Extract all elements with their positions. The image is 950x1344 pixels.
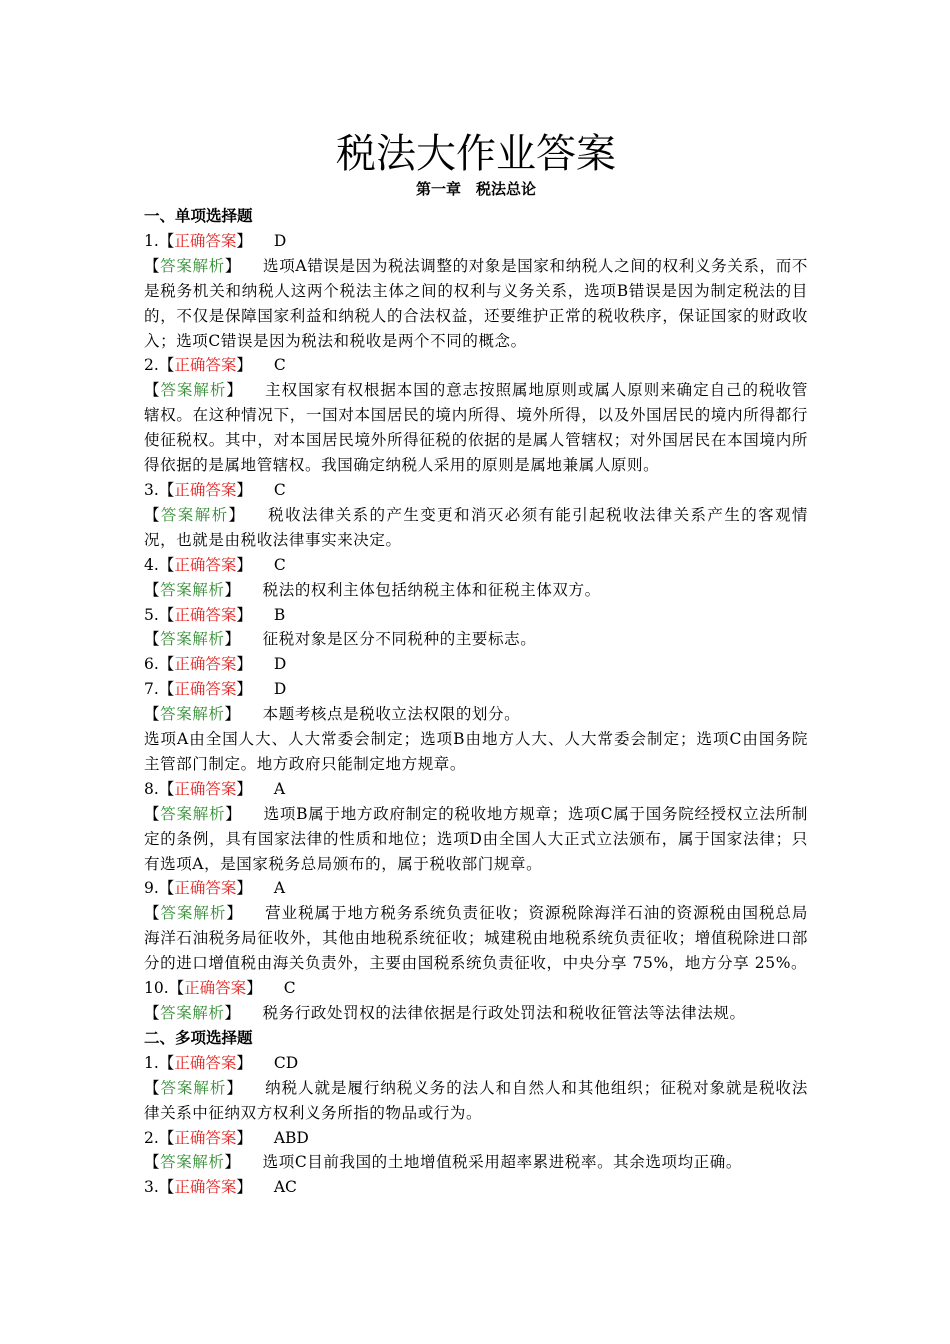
analysis-paragraph — [144, 627, 808, 652]
bracket-open: 【 — [168, 979, 185, 998]
bracket-close: 】 — [224, 580, 241, 599]
answer-value: C — [273, 555, 286, 574]
answer-line — [144, 229, 808, 254]
bracket-close: 】 — [236, 680, 252, 699]
answer-value: AC — [273, 1178, 297, 1197]
bracket-open: 【 — [144, 804, 161, 823]
question-number: 6. — [144, 655, 159, 674]
bracket-close: 】 — [236, 356, 252, 375]
analysis-label: 答案解析 — [160, 804, 226, 823]
analysis-text: 选项C目前我国的土地增值税采用超率累进税率。其余选项均正确。 — [262, 1153, 742, 1172]
bracket-close: 】 — [236, 231, 252, 250]
bracket-close: 】 — [236, 879, 252, 898]
analysis-paragraph — [144, 503, 808, 553]
question-number: 3. — [144, 480, 159, 499]
bracket-close: 】 — [226, 1078, 243, 1097]
analysis-extra-paragraph: 选项A由全国人大、人大常委会制定；选项B由地方人大、人大常委会制定；选项C由国务院主管部门制定。地方政府只能制定地方规章。 — [144, 730, 808, 773]
bracket-close: 】 — [236, 1178, 252, 1197]
bracket-open: 【 — [158, 231, 175, 250]
question-number: 10. — [144, 979, 169, 998]
bracket-close: 】 — [226, 381, 243, 400]
bracket-open: 【 — [144, 705, 161, 724]
bracket-open: 【 — [158, 480, 175, 499]
answer-content — [144, 204, 808, 1200]
answer-label: 正确答案 — [174, 655, 237, 674]
analysis-text: 营业税属于地方税务系统负责征收；资源税除海洋石油的资源税由国税总局海洋石油税务局征收外，其他由地税系统征收；城建税由地税系统负责征收；增值税除进口部分的进口增值税由海关负责外，主要由国税系统负责征收，中央分享 75%，地方分享 25%。 — [144, 904, 808, 973]
analysis-label: 答案解析 — [160, 580, 225, 599]
bracket-open: 【 — [158, 655, 175, 674]
question-number: 8. — [144, 779, 159, 798]
answer-line — [144, 603, 808, 628]
answer-line — [144, 976, 808, 1001]
bracket-open: 【 — [144, 630, 161, 649]
analysis-paragraph — [144, 254, 808, 354]
bracket-close: 】 — [226, 904, 243, 923]
analysis-label: 答案解析 — [160, 1004, 225, 1022]
answer-label: 正确答案 — [174, 1128, 237, 1147]
question-number: 7. — [144, 680, 159, 699]
question-number: 2. — [144, 1128, 159, 1147]
bracket-open: 【 — [144, 1004, 161, 1022]
analysis-paragraph — [144, 802, 808, 877]
analysis-label: 答案解析 — [160, 1153, 225, 1172]
bracket-open: 【 — [158, 555, 175, 574]
bracket-open: 【 — [144, 381, 161, 400]
bracket-open: 【 — [158, 356, 175, 375]
question-number: 4. — [144, 555, 159, 574]
answer-value: C — [273, 480, 286, 499]
analysis-text: 税收法律关系的产生变更和消灭必须有能引起税收法律关系产生的客观情况，也就是由税收法律事实来决定。 — [144, 505, 809, 549]
question-number: 1. — [144, 231, 159, 250]
analysis-paragraph — [144, 1001, 808, 1026]
analysis-text: 税法的权利主体包括纳税主体和征税主体双方。 — [262, 580, 601, 599]
analysis-text: 选项B属于地方政府制定的税收地方规章；选项C属于国务院经授权立法所制定的条例，具有国家法律的性质和地位；选项D由全国人大正式立法颁布，属于国家法律；只有选项A，是国家税务总局颁布的，属于税收部门规章。 — [144, 804, 808, 873]
analysis-paragraph — [144, 901, 808, 976]
question-number: 5. — [144, 605, 159, 624]
section-heading: 二、多项选择题 — [144, 1028, 253, 1047]
analysis-text: 本题考核点是税收立法权限的划分。 — [262, 705, 521, 724]
section-heading: 一、单项选择题 — [144, 207, 253, 225]
answer-value: A — [273, 879, 286, 898]
bracket-open: 【 — [158, 605, 175, 624]
answer-line — [144, 777, 808, 802]
answer-line — [144, 652, 808, 677]
bracket-close: 】 — [236, 480, 252, 499]
bracket-close: 】 — [236, 655, 252, 674]
answer-value: D — [273, 680, 287, 699]
analysis-paragraph — [144, 1150, 808, 1175]
answer-value: CD — [273, 1053, 299, 1072]
answer-line — [144, 1175, 808, 1200]
bracket-close: 】 — [236, 605, 252, 624]
bracket-open: 【 — [158, 680, 175, 699]
bracket-open: 【 — [144, 505, 161, 524]
bracket-close: 】 — [236, 779, 252, 798]
bracket-open: 【 — [144, 256, 161, 275]
answer-value: D — [273, 231, 287, 250]
analysis-label: 答案解析 — [160, 505, 229, 524]
bracket-open: 【 — [144, 1153, 161, 1172]
bracket-open: 【 — [158, 1053, 175, 1072]
analysis-label: 答案解析 — [160, 904, 227, 923]
analysis-text: 税务行政处罚权的法律依据是行政处罚法和税收征管法等法律法规。 — [262, 1004, 746, 1022]
bracket-open: 【 — [158, 1178, 175, 1197]
bracket-open: 【 — [144, 904, 161, 923]
answer-value: B — [273, 605, 286, 624]
question-number: 3. — [144, 1178, 159, 1197]
chapter-heading: 第一章 税法总论 — [415, 180, 536, 198]
answer-value: A — [273, 779, 286, 798]
analysis-label: 答案解析 — [160, 630, 225, 649]
answer-line — [144, 1051, 808, 1076]
bracket-open: 【 — [158, 879, 175, 898]
bracket-open: 【 — [158, 779, 175, 798]
bracket-close: 】 — [236, 1128, 252, 1147]
analysis-paragraph — [144, 1076, 808, 1126]
question-number: 9. — [144, 879, 159, 898]
analysis-paragraph — [144, 378, 808, 478]
answer-label: 正确答案 — [174, 555, 237, 574]
bracket-close: 】 — [224, 1004, 241, 1022]
analysis-label: 答案解析 — [160, 705, 225, 724]
bracket-close: 】 — [246, 979, 262, 998]
answer-line — [144, 553, 808, 578]
bracket-close: 】 — [224, 705, 241, 724]
bracket-open: 【 — [144, 1078, 161, 1097]
answer-label: 正确答案 — [174, 605, 237, 624]
answer-line — [144, 1126, 808, 1151]
question-number: 1. — [144, 1053, 159, 1072]
bracket-close: 】 — [224, 256, 241, 275]
bracket-open: 【 — [144, 580, 161, 599]
answer-label: 正确答案 — [174, 356, 237, 375]
answer-label: 正确答案 — [174, 779, 237, 798]
question-number: 2. — [144, 356, 159, 375]
answer-line — [144, 478, 808, 503]
answer-value: D — [273, 655, 287, 674]
analysis-text: 纳税人就是履行纳税义务的法人和自然人和其他组织；征税对象就是税收法律关系中征纳双方权利义务所指的物品或行为。 — [144, 1078, 808, 1122]
analysis-paragraph — [144, 578, 808, 603]
answer-value: C — [283, 979, 296, 998]
bracket-close: 】 — [224, 1153, 241, 1172]
analysis-text: 选项A错误是因为税法调整的对象是国家和纳税人之间的权利义务关系，而不是税务机关和纳税人这两个税法主体之间的权利与义务关系，选项B错误是因为制定税法的目的，不仅是保障国家利益和纳税人的合法权益，还要维护正常的税收秩序，保证国家的财政收入；选项C错误是因为税法和税收是两个不同的概念。 — [144, 256, 809, 350]
answer-label: 正确答案 — [174, 879, 237, 898]
bracket-close: 】 — [236, 555, 252, 574]
bracket-close: 】 — [236, 1053, 252, 1072]
bracket-close: 】 — [228, 505, 246, 524]
answer-label: 正确答案 — [174, 231, 237, 250]
answer-label: 正确答案 — [174, 1053, 237, 1072]
bracket-close: 】 — [224, 630, 241, 649]
analysis-paragraph — [144, 702, 808, 727]
analysis-label: 答案解析 — [160, 1078, 227, 1097]
bracket-close: 】 — [225, 804, 242, 823]
analysis-label: 答案解析 — [160, 381, 227, 400]
answer-label: 正确答案 — [184, 979, 247, 998]
answer-value: ABD — [273, 1128, 309, 1147]
answer-line — [144, 876, 808, 901]
document-title: 税法大作业答案 — [336, 131, 616, 177]
analysis-label: 答案解析 — [160, 256, 225, 275]
analysis-text: 主权国家有权根据本国的意志按照属地原则或属人原则来确定自己的税收管辖权。在这种情况下，一国对本国居民的境内所得、境外所得，以及外国居民的境内所得都行使征税权。其中，对本国居民境外所得征税的依据的是属人管辖权；对外国居民在本国境内所得依据的是属地管辖权。我国确定纳税人采用的原则是属地兼属人原则。 — [144, 381, 808, 475]
bracket-open: 【 — [158, 1128, 175, 1147]
analysis-text: 征税对象是区分不同税种的主要标志。 — [262, 630, 537, 649]
answer-label: 正确答案 — [174, 680, 237, 699]
document-page — [144, 128, 808, 1200]
answer-line — [144, 677, 808, 702]
answer-label: 正确答案 — [174, 480, 237, 499]
answer-line — [144, 353, 808, 378]
answer-value: C — [273, 356, 286, 375]
answer-label: 正确答案 — [174, 1178, 237, 1197]
